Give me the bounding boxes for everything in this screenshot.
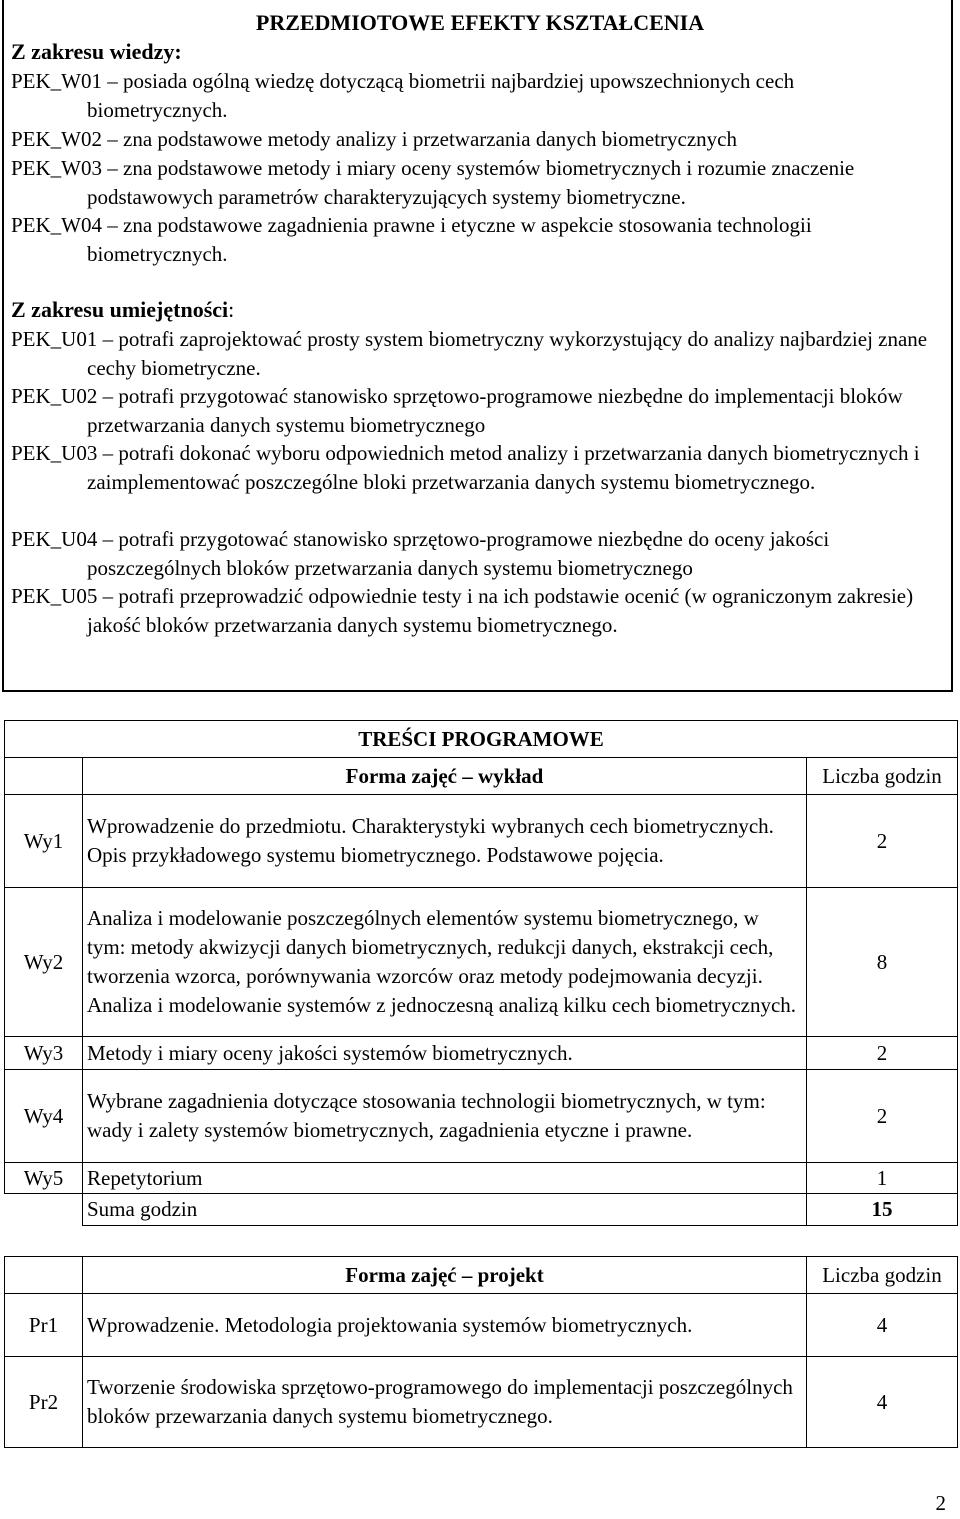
outcome-pek-u03: PEK_U03 – potrafi dokonać wyboru odpowiednich metod analizy i przetwarzania danych biometrycznych i zaimplementować poszczególne bloki przetwarzania danych systemu biometrycznego.: [11, 441, 920, 494]
row-text: Wprowadzenie. Metodologia projektowania systemów biometrycznych.: [83, 1294, 807, 1357]
outcome-pek-w01: PEK_W01 – posiada ogólną wiedzę dotyczącą biometrii najbardziej upowszechnionych cech biometrycznych.: [11, 69, 795, 122]
row-text: Metody i miary oceny jakości systemów biometrycznych.: [83, 1037, 807, 1070]
row-text: Repetytorium: [83, 1163, 807, 1194]
page-number: 2: [935, 1491, 946, 1515]
knowledge-heading: Z zakresu wiedzy:: [11, 39, 182, 64]
outcome-pek-u01: PEK_U01 – potrafi zaprojektować prosty system biometryczny wykorzystujący do analizy najbardziej znane cechy biometryczne.: [11, 327, 928, 380]
outcome-pek-u04: PEK_U04 – potrafi przygotować stanowisko sprzętowo-programowe niezbędne do oceny jakości poszczególnych bloków przetwarzania danych systemu biometrycznego: [11, 527, 830, 580]
project-hours-label: Liczba godzin: [807, 1257, 958, 1294]
table-row: [5, 1357, 958, 1448]
sum-label: Suma godzin: [83, 1194, 807, 1226]
row-code: Wy2: [5, 888, 83, 1037]
lecture-hours-label: Liczba godzin: [807, 758, 958, 795]
row-hours: 2: [807, 1070, 958, 1163]
table-row: [5, 888, 958, 1037]
row-code: Pr2: [5, 1357, 83, 1448]
sum-value: 15: [807, 1194, 958, 1226]
row-code: Wy1: [5, 795, 83, 888]
program-title: TREŚCI PROGRAMOWE: [5, 721, 958, 758]
outcome-pek-w03: PEK_W03 – zna podstawowe metody i miary oceny systemów biometrycznych i rozumie znaczenie podstawowych parametrów charakteryzujących systemy biometryczne.: [11, 156, 855, 209]
row-code: Wy3: [5, 1037, 83, 1070]
lecture-header-row: [5, 758, 958, 795]
lecture-form-label: Forma zajęć – wykład: [83, 758, 807, 795]
row-code: Wy4: [5, 1070, 83, 1163]
outcome-pek-w04: PEK_W04 – zna podstawowe zagadnienia prawne i etyczne w aspekcie stosowania technologii biometrycznych.: [11, 213, 812, 266]
row-text: Analiza i modelowanie poszczególnych elementów systemu biometrycznego, w tym: metody akwizycji danych biometrycznych, redukcji danych, ekstrakcji cech, tworzenia wzorca, porównywania wzorców oraz metody podejmowania decyzji. Analiza i modelowanie systemów z jednoczesną analizą kilku cech biometrycznych.: [83, 888, 807, 1037]
row-text: Wprowadzenie do przedmiotu. Charakterystyki wybranych cech biometrycznych. Opis przykładowego systemu biometrycznego. Podstawowe pojęcia.: [83, 795, 807, 888]
outcomes-title: PRZEDMIOTOWE EFEKTY KSZTAŁCENIA: [255, 10, 705, 35]
project-header-row: [5, 1257, 958, 1294]
row-hours: 8: [807, 888, 958, 1037]
row-hours: 4: [807, 1294, 958, 1357]
skills-heading: Z zakresu umiejętności:: [11, 297, 235, 322]
row-text: Tworzenie środowiska sprzętowo-programowego do implementacji poszczególnych bloków przewarzania danych systemu biometrycznego.: [83, 1357, 807, 1448]
lecture-program-table: [4, 720, 958, 1226]
lecture-title-row: [5, 721, 958, 758]
row-text: Wybrane zagadnienia dotyczące stosowania technologii biometrycznych, w tym: wady i zalety systemów biometrycznych, zagadnienia etyczne i prawne.: [83, 1070, 807, 1163]
table-row: [5, 1070, 958, 1163]
row-code: Wy5: [5, 1163, 83, 1194]
table-row: [5, 795, 958, 888]
table-row: [5, 1294, 958, 1357]
sum-row: [5, 1194, 958, 1226]
table-row: [5, 1037, 958, 1070]
outcome-pek-u05: PEK_U05 – potrafi przeprowadzić odpowiednie testy i na ich podstawie ocenić (w ograniczonym zakresie) jakość bloków przetwarzania danych systemu biometrycznego.: [11, 584, 914, 637]
row-code: Pr1: [5, 1294, 83, 1357]
project-program-table: [4, 1256, 958, 1448]
row-hours: 1: [807, 1163, 958, 1194]
outcome-pek-u02: PEK_U02 – potrafi przygotować stanowisko sprzętowo-programowe niezbędne do implementacji bloków przetwarzania danych systemu biometrycznego: [11, 384, 903, 437]
row-hours: 4: [807, 1357, 958, 1448]
project-form-label: Forma zajęć – projekt: [83, 1257, 807, 1294]
row-hours: 2: [807, 795, 958, 888]
outcome-pek-w02: PEK_W02 – zna podstawowe metody analizy i przetwarzania danych biometrycznych: [11, 127, 737, 151]
row-hours: 2: [807, 1037, 958, 1070]
table-row: [5, 1163, 958, 1194]
